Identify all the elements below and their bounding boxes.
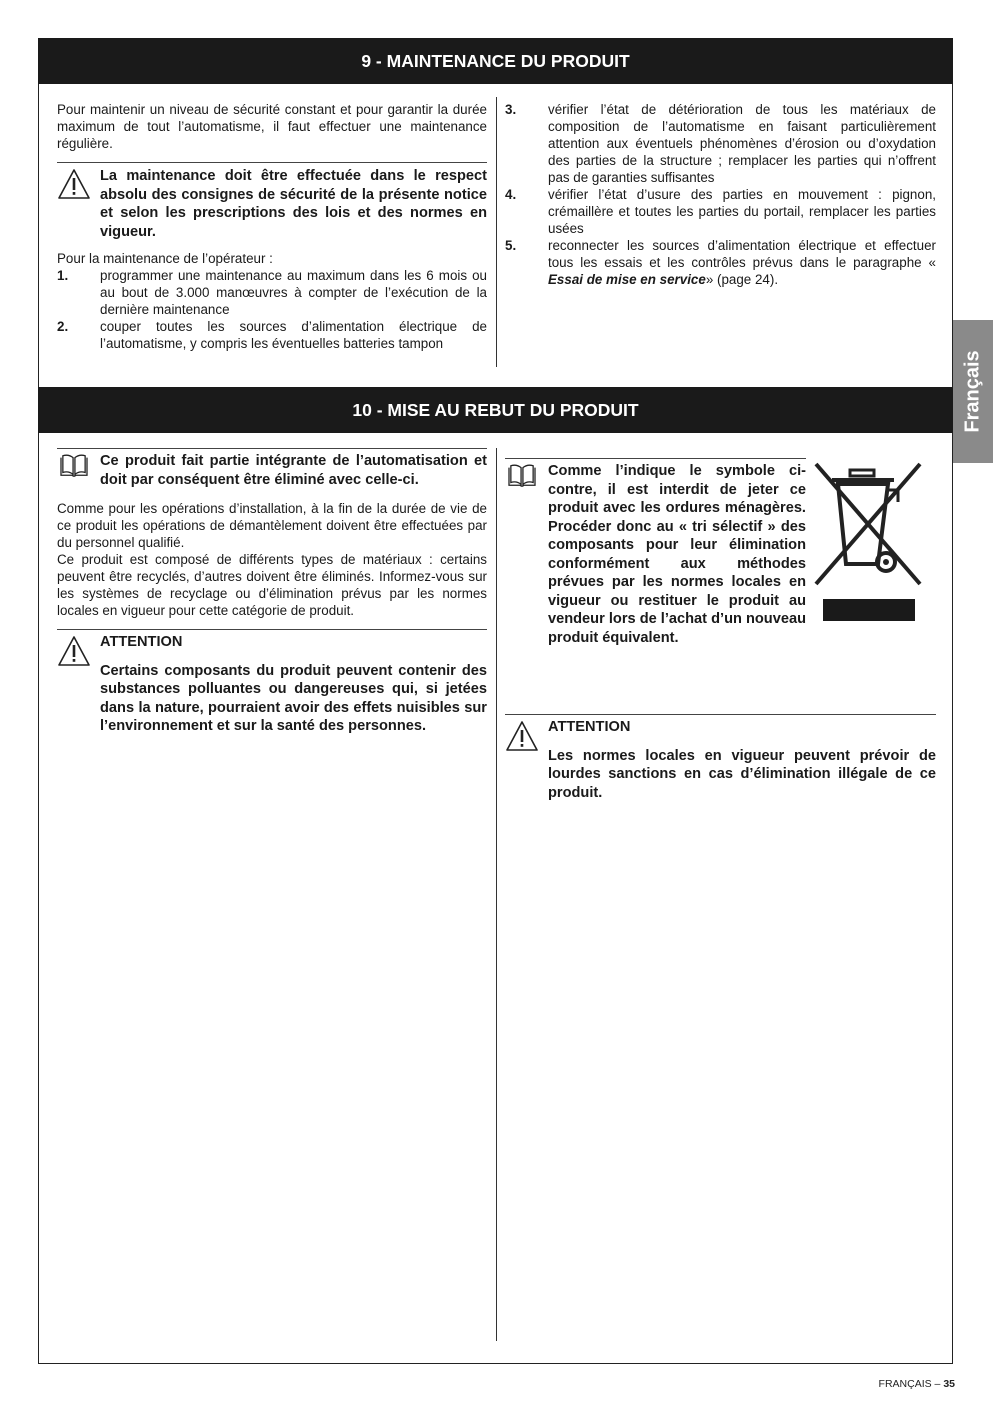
bin-note-text: Comme l’indique le symbole ci-contre, il est interdit de jeter ce produit avec les ordures ménagères. Procéder donc au « tri sélectif » des composants pour leur élimination conformément aux méthodes prévues par les normes locales en vigueur ou restituer le produit au vendeur lors de l’achat d’un nouveau produit équivalent.: [548, 463, 806, 646]
section-9-left-column: [57, 101, 487, 352]
attention-block-1: [57, 629, 487, 736]
list-text: vérifier l’état de détérioration de tous les matériaux de composition de l’automatisme en faisant particulièrement attention aux éventuels phénomènes d’érosion ou d’oxydation des parties de la structure ; remplacer les parties qui n’offrent pas de garanties suffisantes: [548, 102, 936, 185]
page-footer: [879, 1378, 955, 1390]
maintenance-warning-text: La maintenance doit être effectuée dans le respect absolu des consignes de sécurité de la présente notice et selon les prescriptions des lois et des normes en vigueur.: [100, 168, 487, 240]
column-divider: [496, 97, 497, 367]
list-number: 4.: [505, 187, 517, 202]
manual-book-icon: [57, 453, 91, 479]
attention-1-text: Certains composants du produit peuvent contenir des substances polluantes ou dangereuses qui, si jetées dans la nature, pourraient avoir des effets nuisibles sur l’environnement et sur la santé des personnes.: [100, 662, 487, 734]
maintenance-lead: Pour la maintenance de l’opérateur :: [57, 251, 273, 266]
bin-note: [505, 458, 806, 647]
section-9-intro: Pour maintenir un niveau de sécurité constant et pour garantir la durée maximum de tout l’automatisme, il faut effectuer une maintenance régulière.: [57, 102, 487, 151]
attention-2-title: ATTENTION: [548, 719, 631, 735]
language-side-tab: [953, 320, 993, 463]
list-text: vérifier l’état d’usure des parties en mouvement : pignon, crémaillère et toutes les parties du portail, remplacer les parties usées: [548, 187, 936, 236]
attention-block-2: [505, 714, 936, 802]
list-number: 1.: [57, 268, 69, 283]
attention-1-title: ATTENTION: [100, 634, 183, 650]
warning-triangle-icon: [57, 168, 91, 200]
section-9-title: 9 - MAINTENANCE DU PRODUIT: [361, 50, 630, 71]
attention-2-text: Les normes locales en vigueur peuvent prévoir de lourdes sanctions en cas d’élimination illégale de ce produit.: [548, 747, 936, 801]
list-item: [505, 186, 936, 237]
list-number: 3.: [505, 102, 517, 117]
crossed-out-wheelie-bin-icon: [812, 460, 926, 590]
disposal-note-text: Ce produit fait partie intégrante de l’automatisation et doit par conséquent être éliminé avec celle-ci.: [100, 453, 487, 488]
maintenance-warning: [57, 162, 487, 241]
list-item: [505, 237, 936, 288]
disposal-note: [57, 448, 487, 489]
disposal-para-1: Comme pour les opérations d’installation, à la fin de la durée de vie de ce produit les opérations de démantèlement doivent être effectuées par du personnel qualifié.: [57, 501, 487, 550]
section-10-title: 10 - MISE AU REBUT DU PRODUIT: [352, 399, 639, 420]
bin-underline-bar: [823, 599, 915, 621]
list-number: 5.: [505, 238, 517, 253]
section-10-left-column: [57, 448, 487, 736]
list-text: [548, 237, 936, 288]
column-divider: [496, 448, 497, 1341]
section-9-header: [38, 38, 953, 84]
section-10-right-column: [505, 458, 806, 647]
list-text-tail: » (page 24).: [705, 272, 779, 287]
list-item: [57, 318, 487, 352]
footer-label: FRANÇAIS –: [878, 1378, 944, 1390]
list-text-main: reconnecter les sources d’alimentation électrique et effectuer tous les essais et les contrôles prévus dans le paragraphe «: [548, 238, 936, 270]
list-text: couper toutes les sources d’alimentation électrique de l’automatisme, y compris les éventuelles batteries tampon: [100, 319, 487, 351]
list-item: [57, 267, 487, 318]
list-item: [505, 101, 936, 186]
essai-link-text: Essai de mise en service: [548, 272, 706, 287]
page-number: 35: [943, 1378, 955, 1390]
disposal-para-2: Ce produit est composé de différents types de matériaux : certains peuvent être recyclés, d’autres doivent être éliminés. Informez-vous sur les systèmes de recyclage ou d’élimination prévus par les normes locales en vigueur pour cette catégorie de produit.: [57, 552, 487, 618]
warning-triangle-icon: [505, 720, 539, 752]
section-10-header: [38, 387, 953, 433]
section-9-right-column: [505, 101, 936, 288]
language-side-tab-label: Français: [961, 350, 984, 433]
attention-2-note: [505, 714, 936, 802]
list-text: programmer une maintenance au maximum dans les 6 mois ou au bout de 3.000 manœuvres à compter de l’exécution de la dernière maintenance: [100, 268, 487, 317]
manual-book-icon: [505, 463, 539, 489]
warning-triangle-icon: [57, 635, 91, 667]
list-number: 2.: [57, 319, 69, 334]
